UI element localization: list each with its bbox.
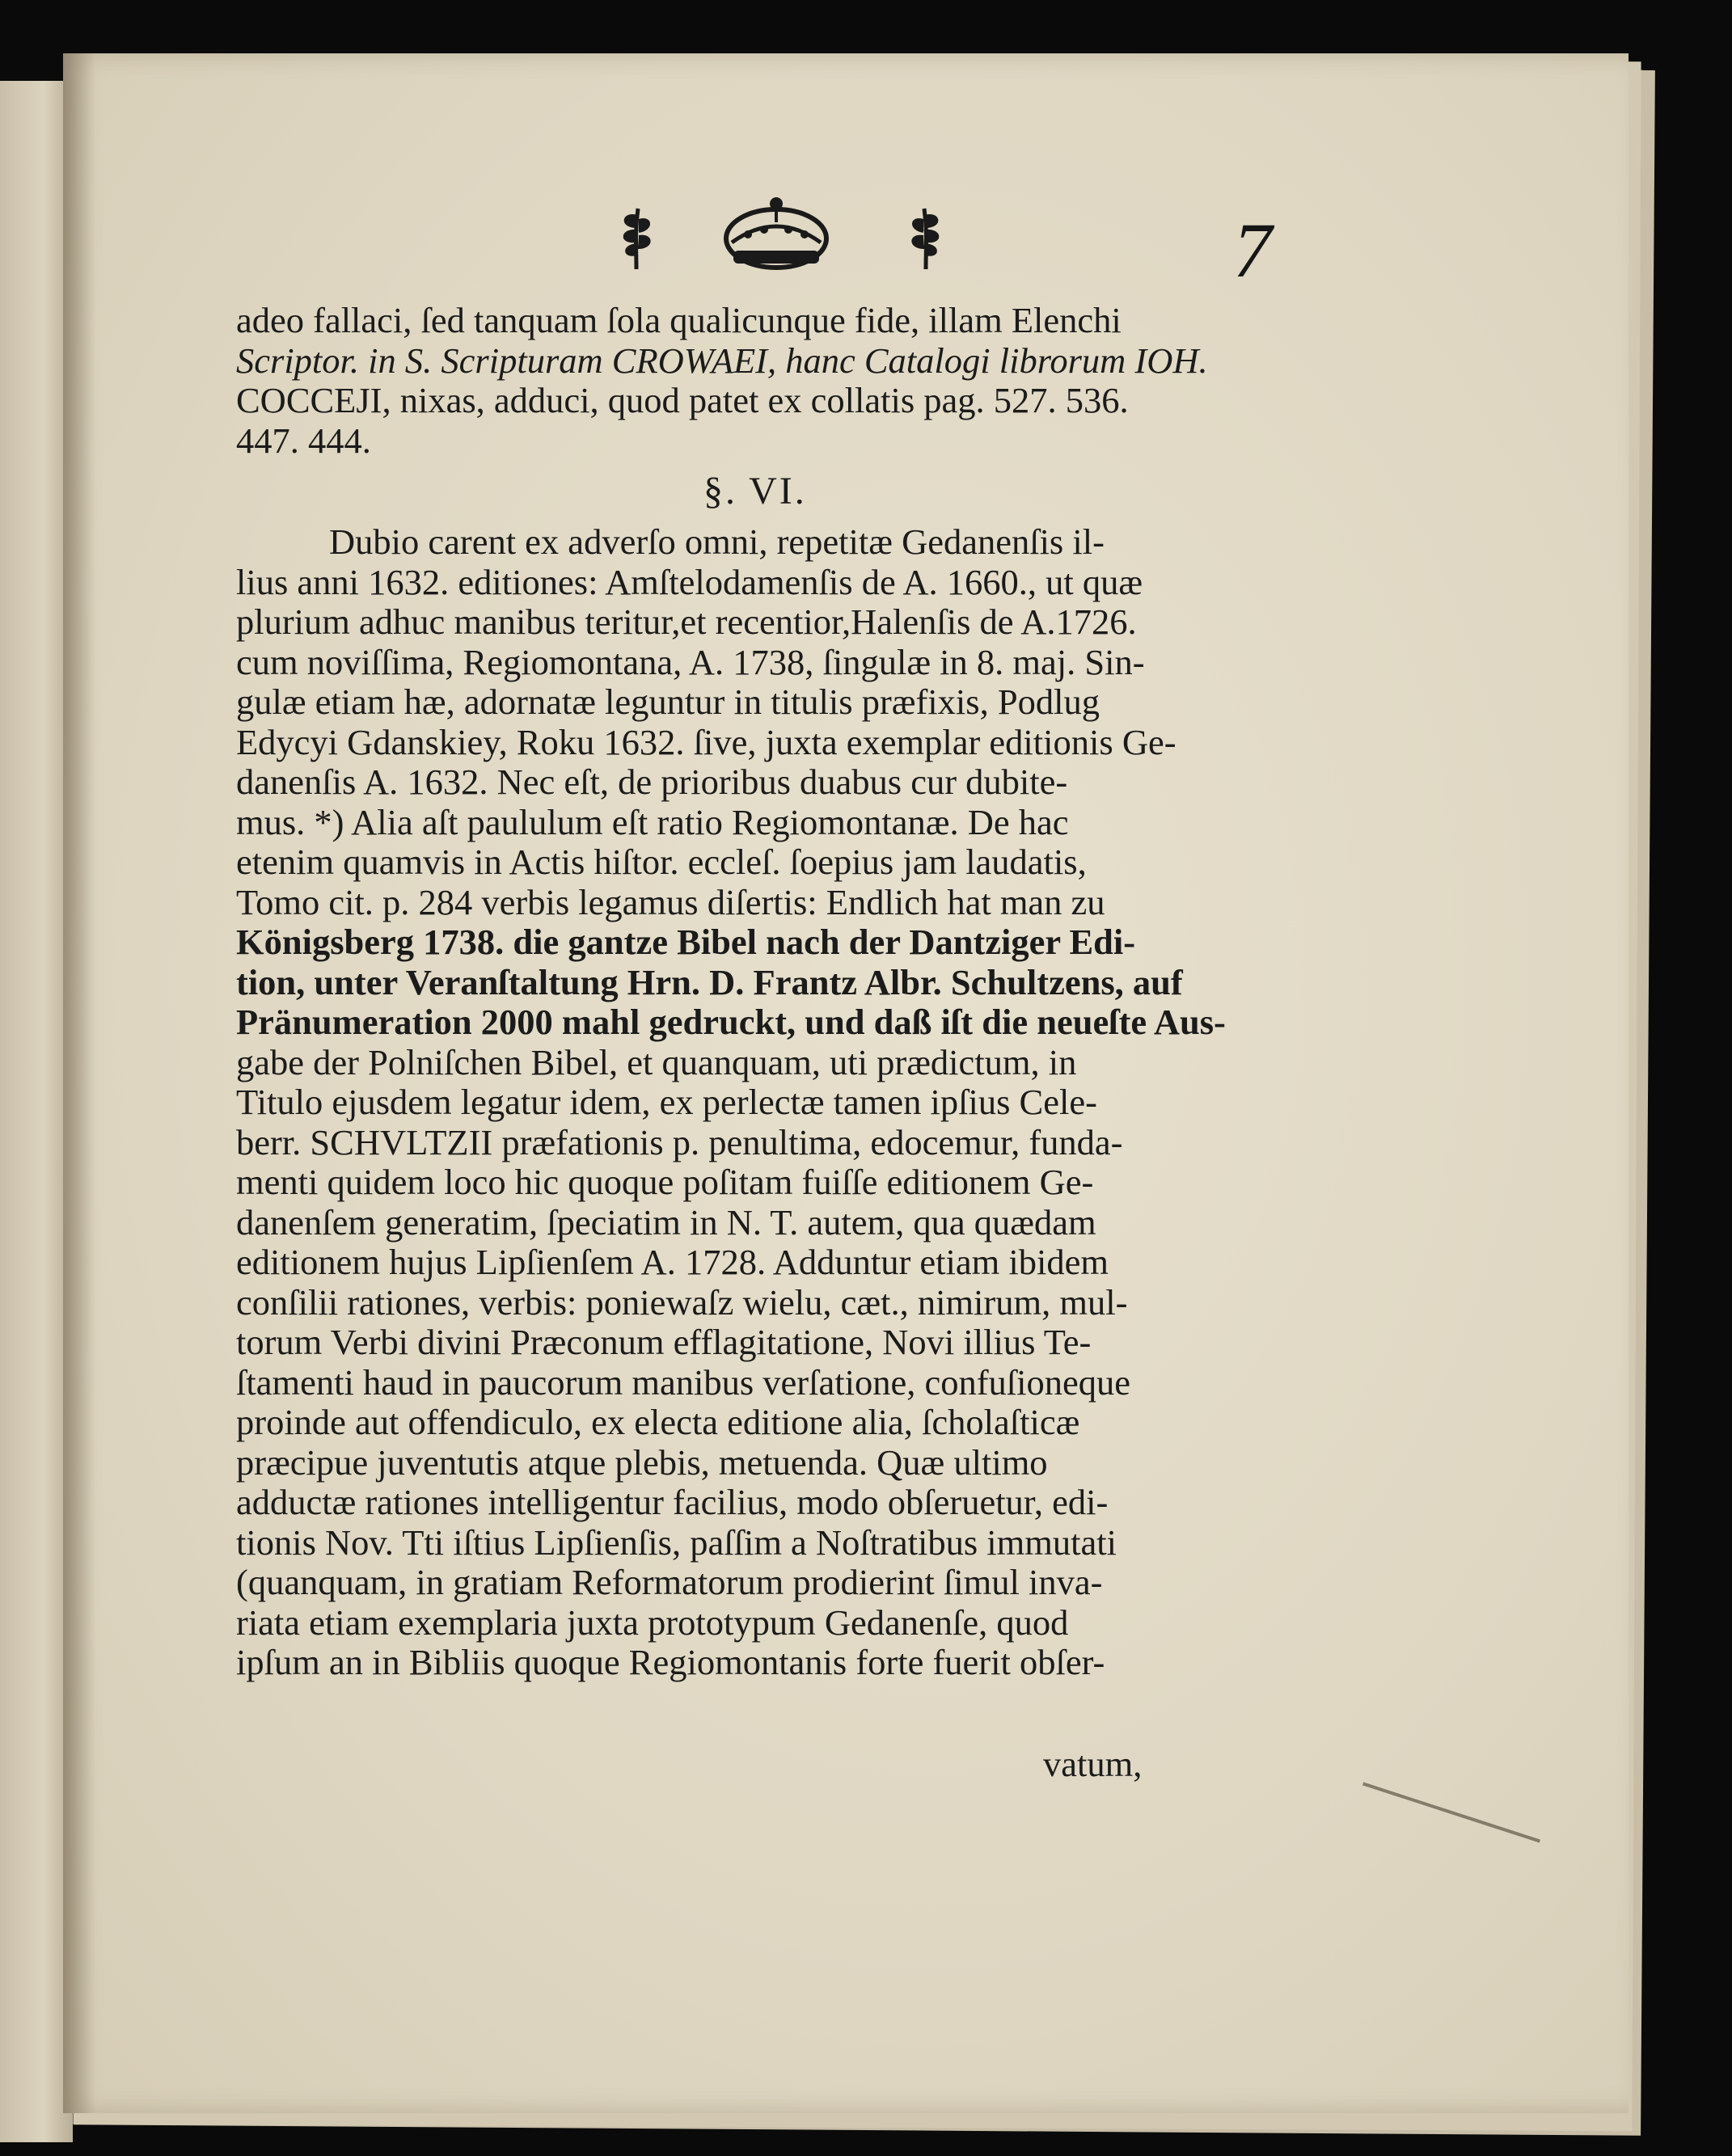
text-line: adductæ rationes intelligentur facilius, modo obſeruetur, edi-: [236, 1483, 1109, 1522]
section-heading: §. VI.: [703, 470, 807, 513]
text-line: COCCEJI, nixas, adduci, quod patet ex collatis pag. 527. 536.: [236, 381, 1129, 420]
text-line: menti quidem loco hic quoque poſitam fuiſſe editionem Ge-: [236, 1162, 1094, 1202]
text-line: torum Verbi divini Præconum efflagitatione, Novi illius Te-: [236, 1323, 1092, 1362]
text-line: Edycyi Gdanskiey, Roku 1632. ſive, juxta exemplar editionis Ge-: [236, 722, 1176, 762]
text-line: conſilii rationes, verbis: poniewaſz wielu, cæt., nimirum, mul-: [236, 1282, 1128, 1323]
text-line: Dubio carent ex adverſo omni, repetitæ Gedanenſis il-: [329, 522, 1105, 562]
text-line: tionis Nov. Tti iſtius Lipſienſis, paſſim a Noſtratibus immutati: [236, 1522, 1117, 1563]
page-number: 7: [1233, 207, 1272, 293]
text-line: berr. SCHVLTZII præfationis p. penultima, edocemur, funda-: [236, 1122, 1123, 1162]
text-line: adeo fallaci, ſed tanquam ſola qualicunque fide, illam Elenchi: [236, 301, 1122, 340]
text-line: gulæ etiam hæ, adornatæ leguntur in titulis præfixis, Podlug: [236, 682, 1100, 722]
page-gutter: [63, 53, 95, 2113]
text-line: Tomo cit. p. 284 verbis legamus diſertis: Endlich hat man zu: [236, 882, 1105, 922]
text-line: ipſum an in Bibliis quoque Regiomontanis forte fuerit obſer-: [236, 1643, 1105, 1682]
text-line: Titulo ejusdem legatur idem, ex perlectæ tamen ipſius Cele-: [236, 1082, 1097, 1122]
page-header: [594, 194, 1290, 283]
text-line: præcipue juventutis atque plebis, metuenda. Quæ ultimo: [236, 1442, 1048, 1483]
text-line: plurium adhuc manibus teritur,et recentior,Halenſis de A.1726.: [236, 602, 1137, 642]
text-line: gabe der Polniſchen Bibel, et quanquam, uti prædictum, in: [236, 1042, 1077, 1082]
catchword: vatum,: [1043, 1744, 1143, 1784]
text-line: mus. *) Alia aſt paululum eſt ratio Regiomontanæ. De hac: [236, 802, 1069, 842]
text-line: proinde aut offendiculo, ex electa editione alia, ſcholaſticæ: [236, 1403, 1080, 1442]
text-line: danenſem generatim, ſpeciatim in N. T. autem, qua quædam: [236, 1202, 1096, 1243]
text-line: 447. 444.: [236, 420, 371, 461]
body-text: [236, 301, 1281, 1683]
text-line: tion, unter Veranſtaltung Hrn. D. Frantz Albr. Schultzens, auf: [236, 962, 1183, 1002]
leaf-ornament-icon: [902, 200, 950, 273]
text-line: (quanquam, in gratiam Reformatorum prodierint ſimul inva-: [236, 1563, 1103, 1602]
text-line: ſtamenti haud in paucorum manibus verſatione, confuſioneque: [236, 1362, 1131, 1403]
previous-page-edge: [0, 81, 73, 2142]
text-line: Pränumeration 2000 mahl gedruckt, und daß iſt die neueſte Aus-: [236, 1002, 1226, 1042]
text-line: danenſis A. 1632. Nec eſt, de prioribus duabus cur dubite-: [236, 762, 1068, 802]
crown-icon: [716, 194, 837, 275]
text-line: cum noviſſima, Regiomontana, A. 1738, ſingulæ in 8. maj. Sin-: [236, 642, 1145, 682]
text-line: etenim quamvis in Actis hiſtor. eccleſ. ſoepius jam laudatis,: [236, 842, 1087, 882]
text-line: editionem hujus Lipſienſem A. 1728. Adduntur etiam ibidem: [236, 1243, 1109, 1282]
leaf-ornament-icon: [612, 200, 661, 273]
text-line: lius anni 1632. editiones: Amſtelodamenſis de A. 1660., ut quæ: [236, 562, 1143, 602]
text-line: Königsberg 1738. die gantze Bibel nach der Dantziger Edi-: [236, 922, 1136, 962]
section-heading-row: [236, 461, 1281, 522]
text-line: Scriptor. in S. Scripturam CROWAEI, hanc Catalogi librorum IOH.: [236, 340, 1208, 381]
text-line: riata etiam exemplaria juxta prototypum Gedanenſe, quod: [236, 1602, 1069, 1643]
